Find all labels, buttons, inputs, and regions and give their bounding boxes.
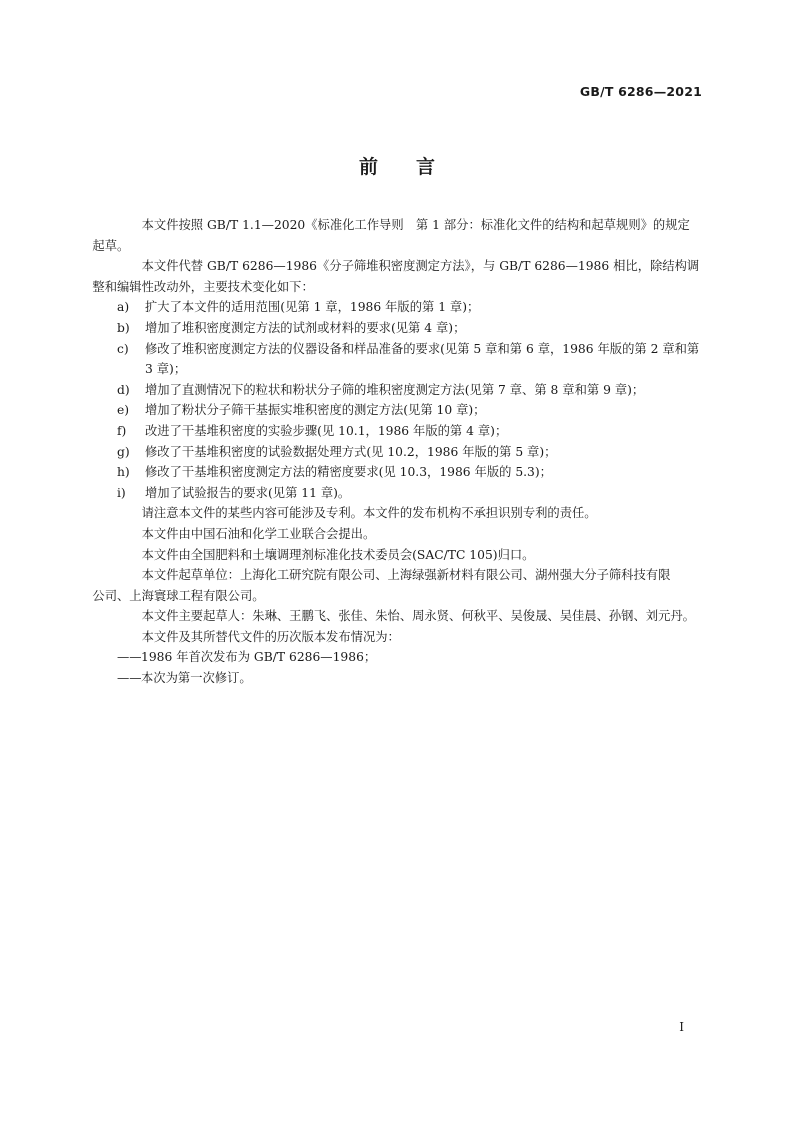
list-marker: —— bbox=[117, 650, 142, 665]
paragraph-drafting-rules bbox=[92, 215, 707, 256]
list-marker: f) bbox=[117, 423, 127, 438]
list-item bbox=[117, 318, 707, 339]
list-item bbox=[117, 483, 707, 504]
list-item-text: 增加了直测情况下的粒状和粉状分子筛的堆积密度测定方法(见第 7 章、第 8 章和第 9 章)； bbox=[145, 382, 645, 397]
page-title bbox=[0, 152, 794, 179]
list-marker: a) bbox=[117, 300, 130, 315]
document-body bbox=[92, 215, 707, 689]
list-item bbox=[117, 380, 707, 401]
list-item-text: 增加了堆积密度测定方法的试剂或材料的要求(见第 4 章)； bbox=[145, 320, 466, 335]
list-item-text: 修改了干基堆积密度测定方法的精密度要求(见 10.3，1986 年版的 5.3)； bbox=[145, 465, 552, 480]
paragraph-drafting-units bbox=[92, 565, 707, 606]
list-marker: g) bbox=[117, 444, 130, 459]
paragraph-line: 起草。 bbox=[92, 238, 130, 253]
list-marker: e) bbox=[117, 403, 130, 418]
list-item-text: 1986 年首次发布为 GB/T 6286—1986； bbox=[141, 650, 377, 665]
changes-list bbox=[117, 297, 707, 503]
paragraph-history-intro: 本文件及其所替代文件的历次版本发布情况为： bbox=[141, 629, 400, 644]
paragraph-drafters: 本文件主要起草人：朱琳、王鹏飞、张佳、朱怡、周永贤、何秋平、吴俊晟、吴佳晨、孙钢、刘元丹。 bbox=[141, 609, 695, 624]
list-marker: b) bbox=[117, 320, 130, 335]
paragraph-patent-notice: 请注意本文件的某些内容可能涉及专利。本文件的发布机构不承担识别专利的责任。 bbox=[141, 506, 597, 521]
list-item bbox=[117, 442, 707, 463]
list-marker: —— bbox=[117, 671, 142, 686]
paragraph-line: 整和编辑性改动外，主要技术变化如下： bbox=[92, 279, 314, 294]
list-marker: h) bbox=[117, 465, 130, 480]
list-marker: i) bbox=[117, 485, 126, 500]
list-item bbox=[117, 462, 707, 483]
paragraph-line: 本文件代替 GB/T 6286—1986《分子筛堆积密度测定方法》，与 GB/T 6286—1986 相比，除结构调 bbox=[141, 259, 700, 274]
paragraph-proposed-by: 本文件由中国石油和化学工业联合会提出。 bbox=[141, 526, 376, 541]
list-item bbox=[117, 297, 707, 318]
paragraph-line: 本文件起草单位：上海化工研究院有限公司、上海绿强新材料有限公司、湖州强大分子筛科技有限 bbox=[141, 568, 671, 583]
paragraph-line: 公司、上海寰球工程有限公司。 bbox=[92, 588, 265, 603]
list-item-text: 增加了试验报告的要求(见第 11 章)。 bbox=[145, 485, 351, 500]
list-item bbox=[117, 400, 707, 421]
list-item-text: 增加了粉状分子筛干基振实堆积密度的测定方法(见第 10 章)； bbox=[145, 403, 486, 418]
history-list bbox=[117, 647, 707, 688]
list-item bbox=[117, 668, 707, 689]
list-item-text: 本次为第一次修订。 bbox=[141, 671, 252, 686]
list-item-text: 修改了堆积密度测定方法的仪器设备和样品准备的要求(见第 5 章和第 6 章，1986 年版的第 2 章和第 3 章)； bbox=[145, 341, 700, 377]
paragraph-line: 本文件按照 GB/T 1.1—2020《标准化工作导则 第 1 部分：标准化文件的结构和起草规则》的规定 bbox=[141, 218, 690, 232]
list-marker: c) bbox=[117, 341, 129, 356]
list-item bbox=[117, 339, 707, 380]
paragraph-replacement bbox=[92, 256, 707, 297]
list-item-text: 改进了干基堆积密度的实验步骤(见 10.1，1986 年版的第 4 章)； bbox=[145, 423, 508, 438]
list-item bbox=[117, 647, 707, 668]
paragraph-centralized-by: 本文件由全国肥料和土壤调理剂标准化技术委员会(SAC/TC 105)归口。 bbox=[141, 547, 535, 562]
standard-code: GB/T 6286—2021 bbox=[579, 84, 702, 99]
page-number: I bbox=[679, 1020, 684, 1034]
title-part-2: 言 bbox=[416, 156, 436, 178]
list-marker: d) bbox=[117, 382, 130, 397]
list-item bbox=[117, 421, 707, 442]
list-item-text: 修改了干基堆积密度的试验数据处理方式(见 10.2，1986 年版的第 5 章)； bbox=[145, 444, 557, 459]
title-part-1: 前 bbox=[358, 156, 378, 178]
list-item-text: 扩大了本文件的适用范围(见第 1 章，1986 年版的第 1 章)； bbox=[145, 300, 480, 315]
